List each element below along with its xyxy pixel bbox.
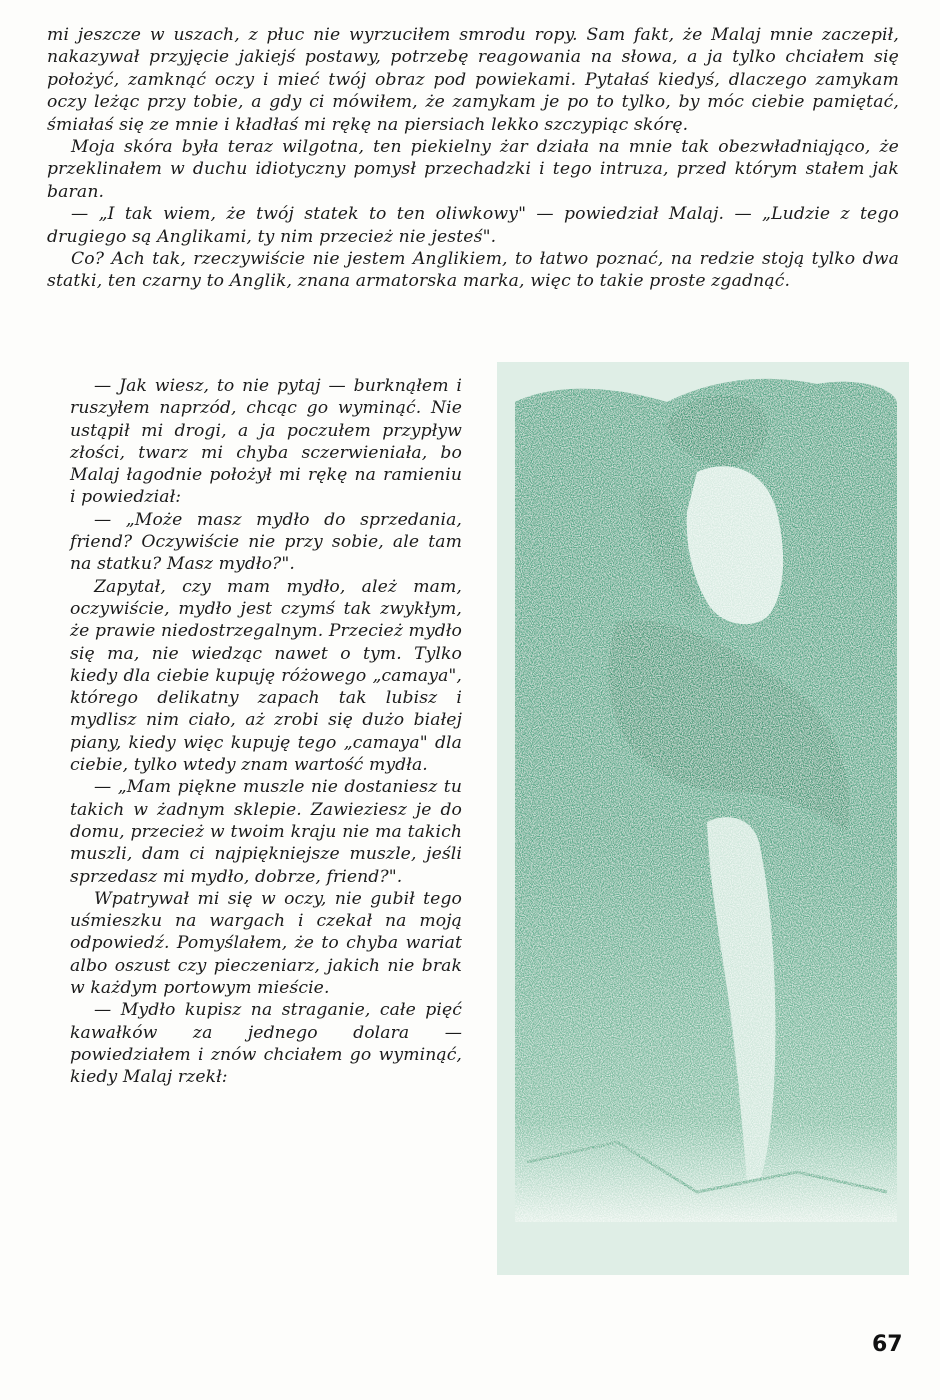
paragraph: — Mydło kupisz na straganie, całe pięć kawałków za jednego dolara — powiedziałem i znów chciałem go wyminąć, kiedy Malaj rzekł: — [70, 1000, 462, 1088]
paragraph: — „Może masz mydło do sprzedania, friend? Oczywiście nie przy sobie, ale tam na statku? Masz mydło?". — [70, 509, 462, 575]
paragraph: mi jeszcze w uszach, z płuc nie wyrzuciłem smrodu ropy. Sam fakt, że Malaj mnie zaczepił, nakazywał przyjęcie jakiejś postawy, potrzebę reagowania na słowa, a ja tylko chciałem się położyć, zamknąć oczy i mieć twój obraz pod powiekami. Pytałaś kiedyś, dlaczego zamykam oczy leżąc przy tobie, a gdy ci mówiłem, że zamykam je po to tylko, by móc ciebie pamiętać, śmiałaś się ze mnie i kładłaś mi rękę na piersiach lekko szczypiąc skórę. — [47, 25, 899, 135]
illustration — [497, 362, 909, 1275]
article-text-top — [47, 24, 899, 293]
paragraph: — Jak wiesz, to nie pytaj — burknąłem i ruszyłem naprzód, chcąc go wyminąć. Nie ustąpił mi drogi, a ja poczułem przypływ złości, twarz mi chyba sczerwieniała, bo Malaj łagodnie położył mi rękę na ramieniu i powiedział: — [70, 376, 462, 508]
paragraph: Co? Ach tak, rzeczywiście nie jestem Anglikiem, to łatwo poznać, na redzie stoją tylko dwa statki, ten czarny to Anglik, znana armatorska marka, więc to takie proste zgadnąć. — [47, 249, 899, 292]
paragraph: Wpatrywał mi się w oczy, nie gubił tego uśmieszku na wargach i czekał na moją odpowiedź. Pomyślałem, że to chyba wariat albo oszust czy pieczeniarz, jakich nie brak w każdym portowym mieście. — [70, 888, 462, 999]
paragraph: Zapytał, czy mam mydło, ależ mam, oczywiście, mydło jest czymś tak zwykłym, że prawie niedostrzegalnym. Przecież mydło się ma, nie wiedząc nawet o tym. Tylko kiedy dla ciebie kupuję różowego „camaya", którego delikatny zapach tak lubisz i mydlisz nim ciało, aż zrobi się dużo białej piany, kiedy więc kupuję tego „camaya" dla ciebie, tylko wtedy znam wartość mydła. — [70, 576, 462, 776]
paragraph: Moja skóra była teraz wilgotna, ten piekielny żar działa na mnie tak obezwładniająco, że przeklinałem w duchu idiotyczny pomysł przechadzki i tego intruza, przed którym stałem jak baran. — [47, 137, 899, 202]
paragraph: — „Mam piękne muszle nie dostaniesz tu takich w żadnym sklepie. Zawieziesz je do domu, przecież w twoim kraju nie ma takich muszli, dam ci najpiękniejsze muszle, jeśli sprzedasz mi mydło, dobrze, friend?". — [70, 777, 462, 887]
figure-illustration — [497, 362, 909, 1275]
article-text-column — [70, 375, 462, 1089]
paragraph: — „I tak wiem, że twój statek to ten oliwkowy" — powiedział Malaj. — „Ludzie z tego drugiego są Anglikami, ty nim przecież nie jesteś". — [47, 204, 899, 247]
page-number: 67 — [872, 1332, 903, 1357]
